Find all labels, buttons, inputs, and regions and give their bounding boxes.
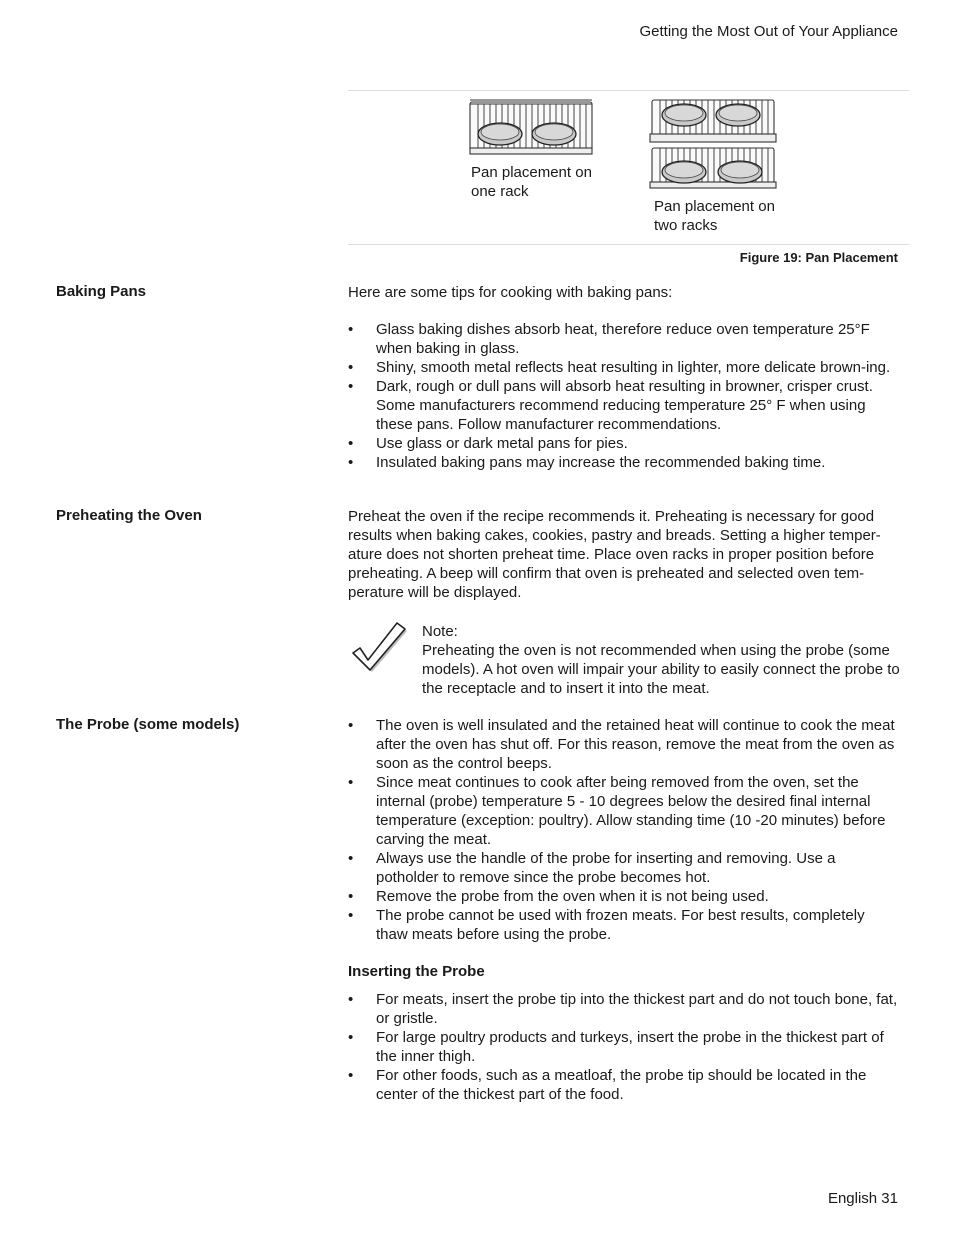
list-item: • Glass baking dishes absorb heat, therefore reduce oven temperature 25°F when baking in glass. [348, 320, 900, 358]
preheating-heading: Preheating the Oven [56, 507, 202, 524]
probe-heading: The Probe (some models) [56, 716, 240, 733]
figure-top-rule [348, 90, 909, 91]
caption-two-racks-line-2: two racks [654, 217, 718, 234]
one-rack-illustration [468, 98, 594, 158]
list-item: • For meats, insert the probe tip into the thickest part and do not touch bone, fat, or gristle. [348, 990, 900, 1028]
baking-pans-intro: Here are some tips for cooking with baking pans: [348, 284, 673, 301]
note-text: Preheating the oven is not recommended when using the probe (some models). A hot oven will impair your ability to easily connect the probe to the receptacle and to insert it into the meat. [422, 642, 900, 697]
caption-one-rack [471, 163, 592, 201]
list-item: • The oven is well insulated and the retained heat will continue to cook the meat after the oven has shut off. For this reason, remove the meat from the oven as soon as the control beeps. [348, 716, 900, 773]
probe-body [348, 716, 900, 1104]
preheating-note [422, 622, 902, 698]
caption-one-rack-line-2: one rack [471, 183, 529, 200]
two-racks-illustration [648, 98, 778, 192]
page-number: English 31 [827, 1190, 898, 1207]
checkmark-note-icon [350, 622, 410, 674]
list-item: • Insulated baking pans may increase the recommended baking time. [348, 453, 900, 472]
inserting-probe-list [348, 990, 900, 1104]
baking-pans-body [348, 283, 900, 472]
list-item: • For other foods, such as a meatloaf, the probe tip should be located in the center of the thickest part of the food. [348, 1066, 900, 1104]
baking-pans-list [348, 320, 900, 472]
baking-pans-heading: Baking Pans [56, 283, 147, 300]
preheating-text: Preheat the oven if the recipe recommends it. Preheating is necessary for good results when baking cakes, cookies, pastry and breads. Setting a higher temper-ature does not shorten preheat time. Place oven racks in proper position before preheating. A beep will confirm that oven is preheated and selected oven tem-perature will be displayed. [348, 508, 881, 601]
running-header: Getting the Most Out of Your Appliance [639, 23, 898, 40]
figure-bottom-rule [348, 244, 909, 245]
probe-list [348, 716, 900, 944]
figure-title: Figure 19: Pan Placement [739, 250, 898, 265]
list-item: • For large poultry products and turkeys, insert the probe in the thickest part of the inner thigh. [348, 1028, 900, 1066]
list-item: • Since meat continues to cook after being removed from the oven, set the internal (probe) temperature 5 - 10 degrees below the desired final internal temperature (exception: poultry). Allow standing time (10 -20 minutes) before carving the meat. [348, 773, 900, 849]
list-item: • Remove the probe from the oven when it is not being used. [348, 887, 900, 906]
list-item: • Always use the handle of the probe for inserting and removing. Use a potholder to remove since the probe becomes hot. [348, 849, 900, 887]
list-item: • Shiny, smooth metal reflects heat resulting in lighter, more delicate brown-ing. [348, 358, 900, 377]
list-item: • Use glass or dark metal pans for pies. [348, 434, 900, 453]
inserting-probe-heading: Inserting the Probe [348, 963, 485, 980]
caption-two-racks [654, 197, 775, 235]
caption-two-racks-line-1: Pan placement on [654, 198, 775, 215]
list-item: • Dark, rough or dull pans will absorb heat resulting in browner, crisper crust. Some manufacturers recommend reducing temperature 25° F when using these pans. Follow manufacturer recommendations. [348, 377, 900, 434]
caption-one-rack-line-1: Pan placement on [471, 164, 592, 181]
note-label: Note: [422, 623, 458, 640]
list-item: • The probe cannot be used with frozen meats. For best results, completely thaw meats before using the probe. [348, 906, 900, 944]
